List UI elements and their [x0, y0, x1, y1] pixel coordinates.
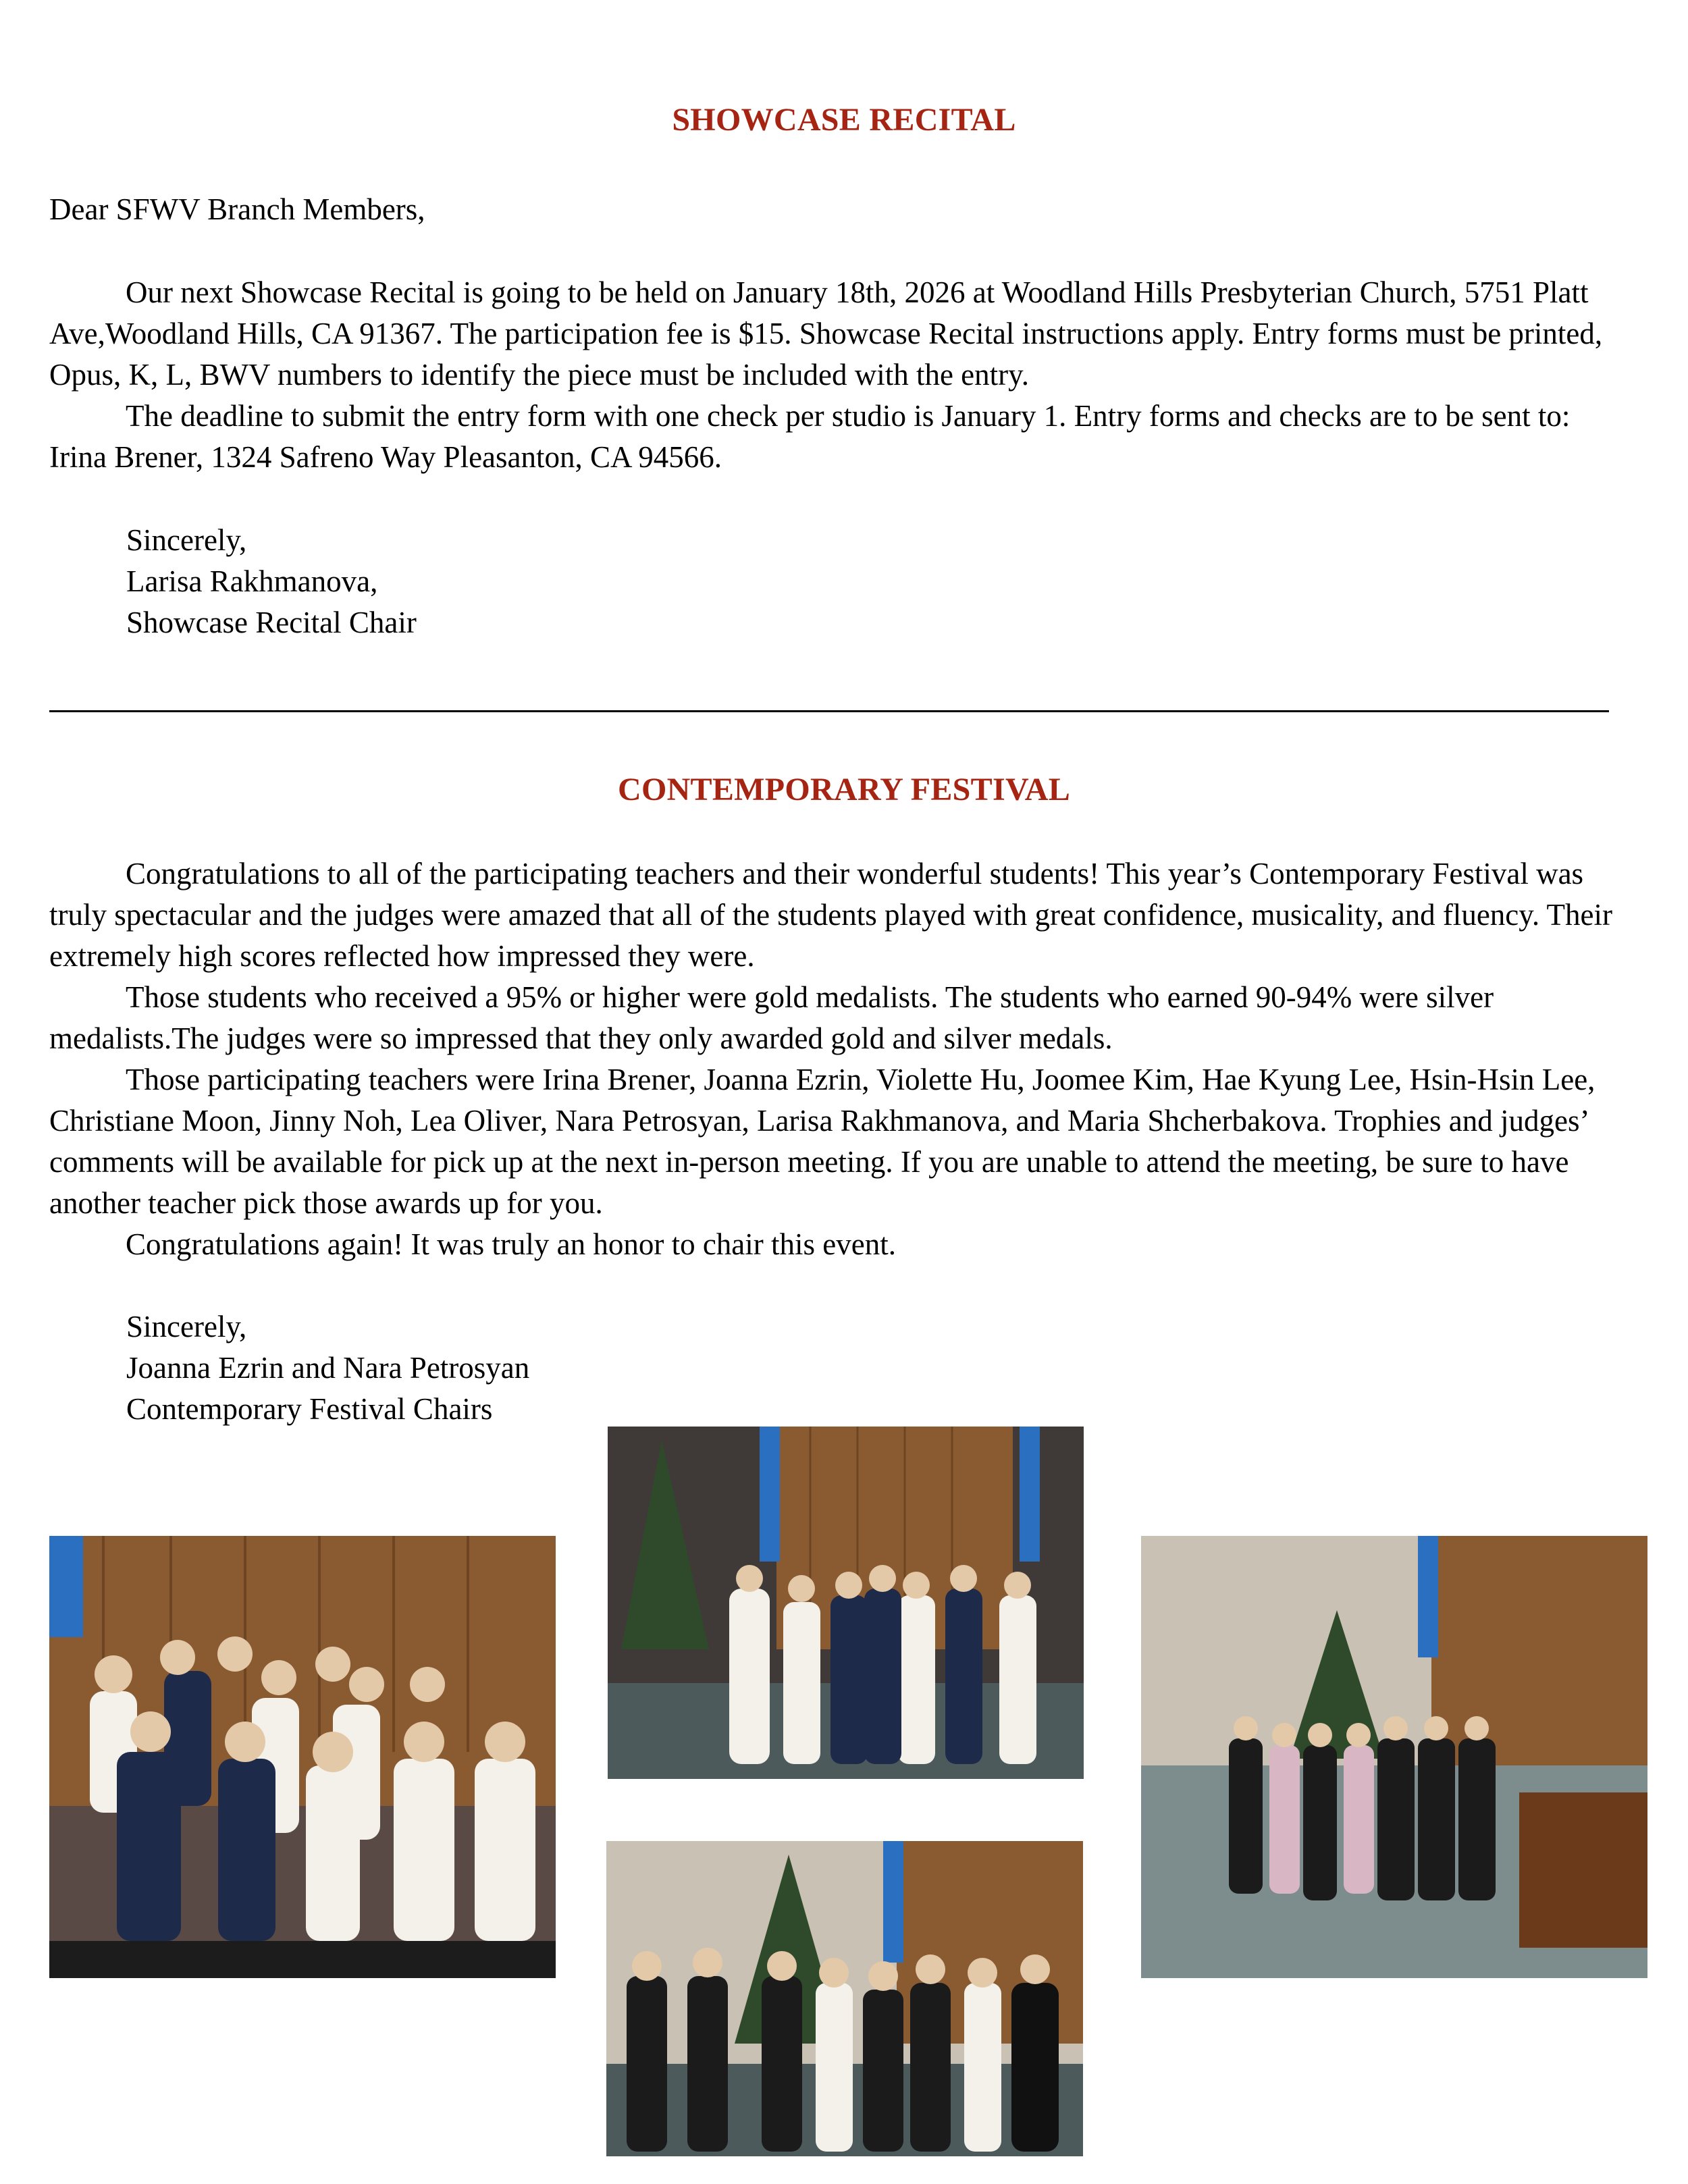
festival-body — [49, 853, 1623, 1265]
showcase-body — [49, 272, 1623, 478]
signature-closing: Sincerely, — [126, 1310, 247, 1343]
photo-students-center-top-icon — [608, 1427, 1084, 1779]
photo-students-center-bottom-icon — [606, 1841, 1083, 2156]
festival-title: CONTEMPORARY FESTIVAL — [617, 772, 1071, 807]
festival-paragraph: Congratulations again! It was truly an honor to chair this event. — [126, 1227, 896, 1261]
group-photo-left — [49, 1536, 556, 1978]
group-photo-right — [1141, 1536, 1647, 1978]
group-photo-top-center — [608, 1427, 1084, 1779]
signature-name: Joanna Ezrin and Nara Petrosyan — [126, 1351, 530, 1385]
signature-name: Larisa Rakhmanova, — [126, 564, 378, 598]
showcase-signature — [126, 520, 937, 643]
signature-role: Showcase Recital Chair — [126, 606, 417, 639]
showcase-greeting: Dear SFWV Branch Members, — [49, 192, 425, 226]
festival-signature — [126, 1306, 937, 1430]
showcase-paragraph: Our next Showcase Recital is going to be held on January 18th, 2026 at Woodland Hills Presbyterian Church, 5751 Platt Ave,Woodland Hills, CA 91367. The participation fee is $15. Showcase Recital instructions apply. Entry forms must be printed, Opus, K, L, BWV numbers to identify the piece must be included with the entry. — [49, 275, 1603, 392]
signature-role: Contemporary Festival Chairs — [126, 1392, 493, 1426]
photo-students-right-icon — [1141, 1536, 1647, 1978]
photo-students-left-icon — [49, 1536, 556, 1978]
group-photo-bottom-center — [606, 1841, 1083, 2156]
festival-paragraph: Those students who received a 95% or higher were gold medalists. The students who earned 90-94% were silver medalists.The judges were so impressed that they only awarded gold and silver medals. — [49, 980, 1494, 1055]
festival-paragraph: Congratulations to all of the participating teachers and their wonderful students! This year’s Contemporary Festival was truly spectacular and the judges were amazed that all of the students played with great confidence, musicality, and fluency. Their extremely high scores reflected how impressed they were. — [49, 857, 1612, 973]
signature-closing: Sincerely, — [126, 523, 247, 557]
section-divider — [49, 710, 1609, 712]
showcase-paragraph: The deadline to submit the entry form with one check per studio is January 1. Entry forms and checks are to be sent to: Irina Brener, 1324 Safreno Way Pleasanton, CA 94566. — [49, 399, 1571, 474]
festival-paragraph: Those participating teachers were Irina Brener, Joanna Ezrin, Violette Hu, Joomee Kim, Hae Kyung Lee, Hsin-Hsin Lee, Christiane Moon, Jinny Noh, Lea Oliver, Nara Petrosyan, Larisa Rakhmanova, and Maria Shcherbakova. Trophies and judges’ comments will be available for pick up at the next in-person meeting. If you are unable to attend the meeting, be sure to have another teacher pick those awards up for you. — [49, 1063, 1595, 1220]
showcase-title: SHOWCASE RECITAL — [672, 102, 1016, 138]
